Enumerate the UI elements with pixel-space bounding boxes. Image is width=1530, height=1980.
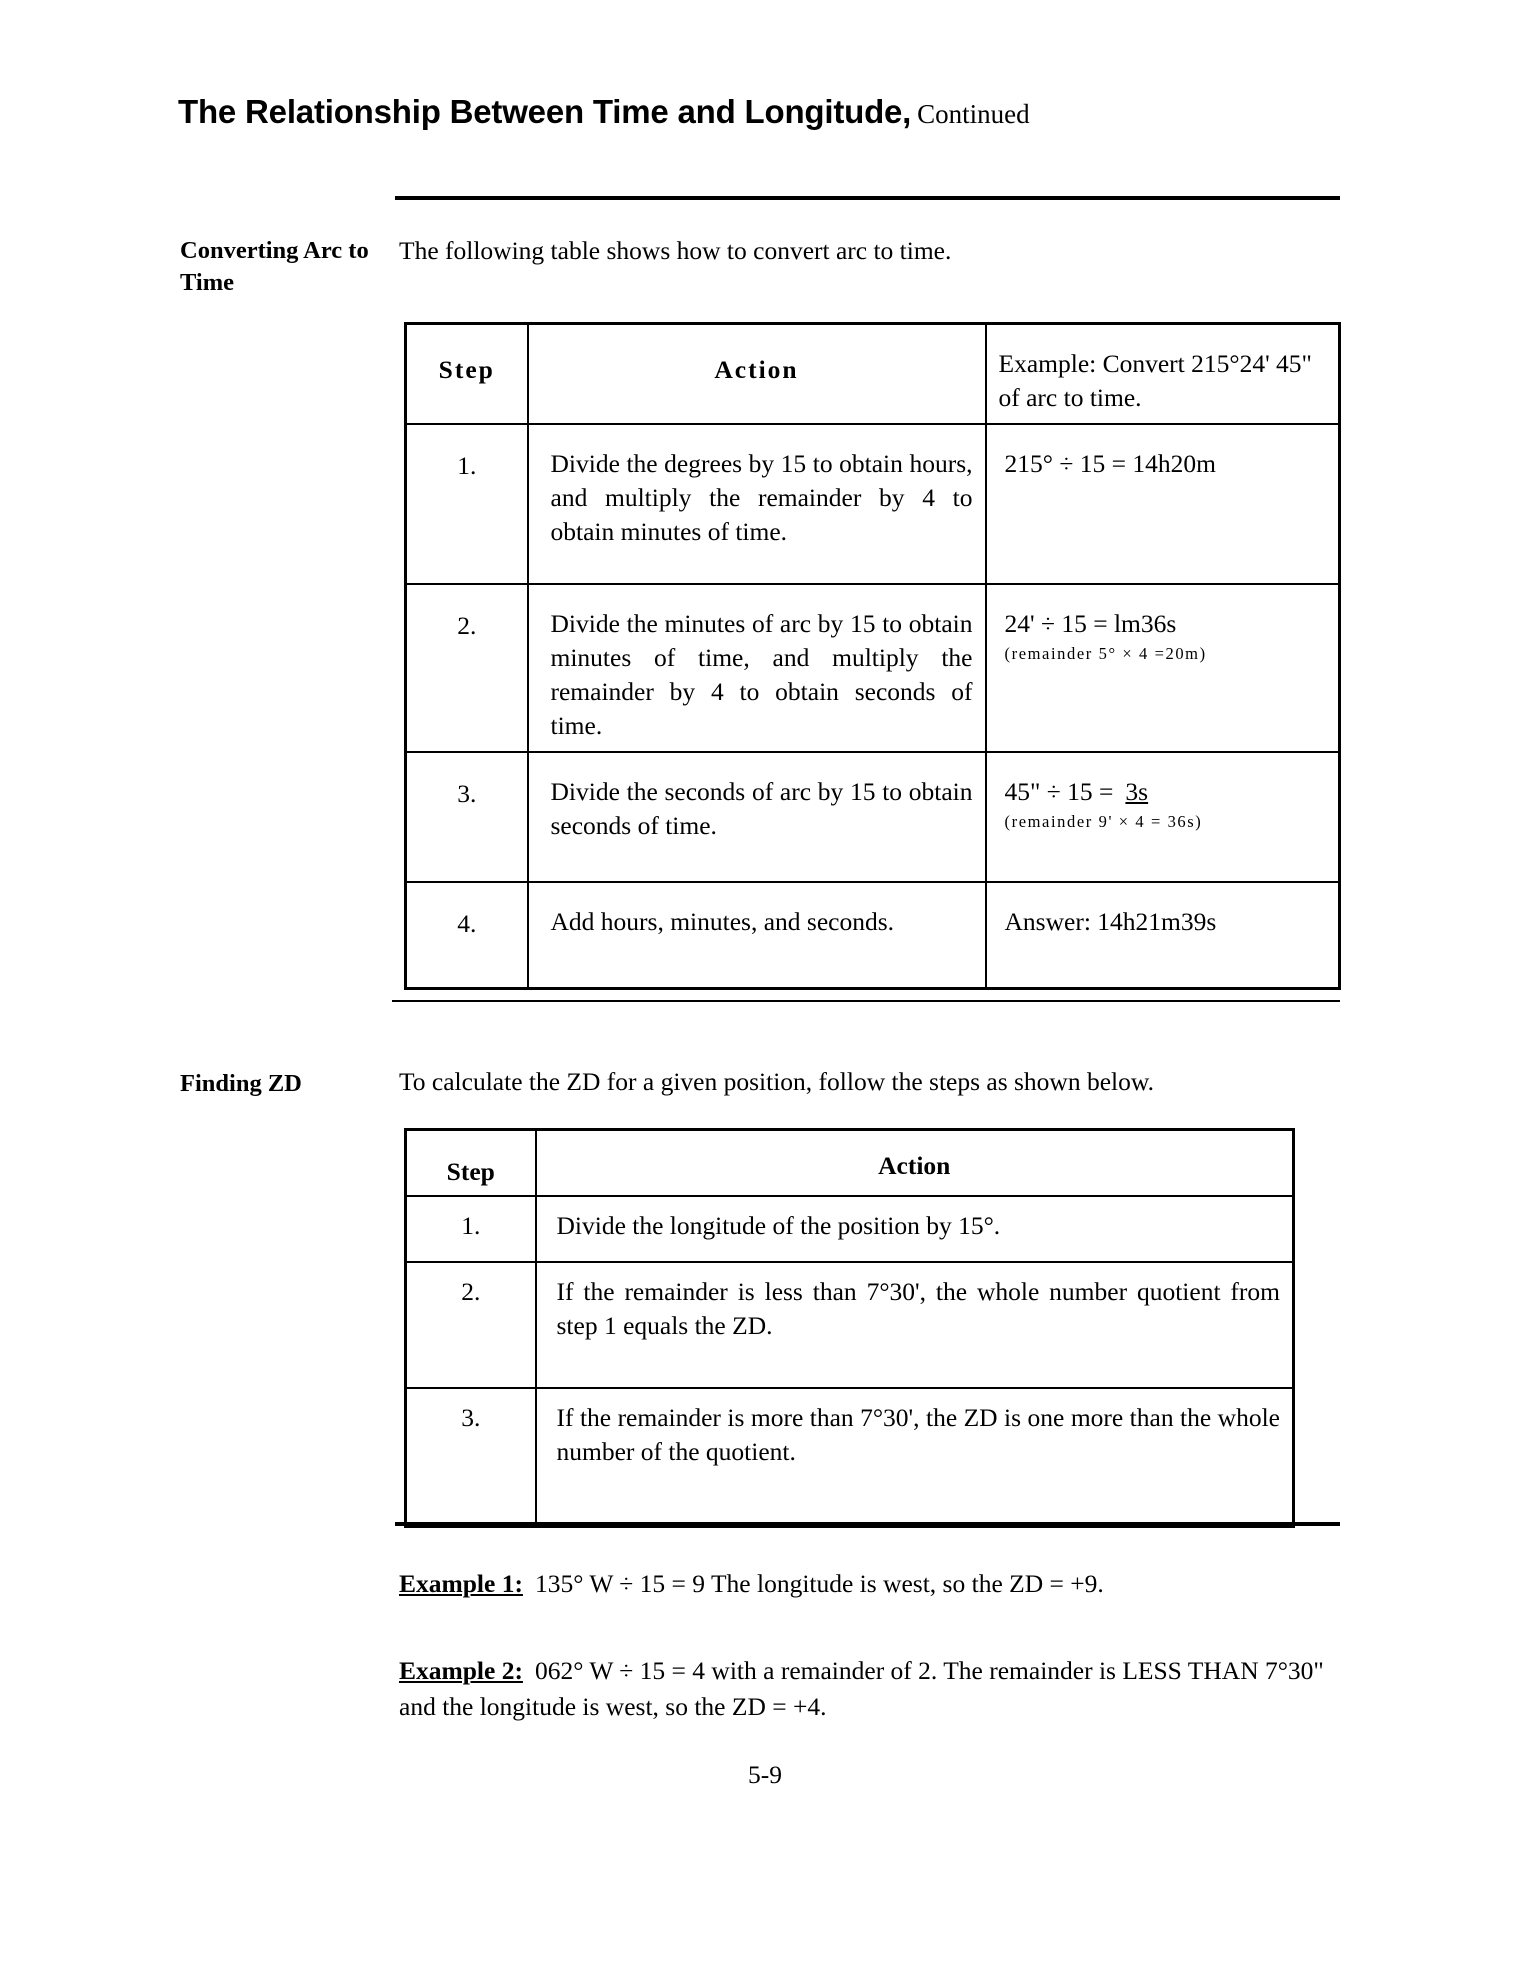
- column-header-action: Action: [536, 1130, 1294, 1197]
- table-finding-zd: [404, 1128, 1295, 1528]
- column-header-step: Step: [406, 1130, 536, 1197]
- section-label-converting-arc-to-time: Converting Arc to Time: [180, 237, 369, 296]
- example-2-label: Example 2:: [399, 1656, 523, 1685]
- table-row: [406, 1196, 1294, 1262]
- example-main: Answer: 14h21m39s: [1004, 907, 1217, 936]
- page-title-continued: Continued: [917, 99, 1030, 129]
- cell-action-text: If the remainder is less than 7°30', the whole number quotient from step 1 equals the ZD.: [536, 1262, 1294, 1388]
- intro-paragraph-converting: The following table shows how to convert arc to time.: [399, 236, 952, 265]
- example-main-answer: 3s: [1125, 777, 1149, 806]
- example-1: [399, 1566, 1329, 1602]
- table-arc-to-time: [404, 322, 1341, 990]
- cell-step-number: 3.: [406, 1388, 536, 1527]
- table-row: [406, 584, 1340, 752]
- rule-top: [395, 196, 1340, 200]
- cell-example-text: [986, 752, 1340, 882]
- section-label-finding-zd: Finding ZD: [180, 1070, 302, 1097]
- cell-action-text: If the remainder is more than 7°30', the ZD is one more than the whole number of the quotient.: [536, 1388, 1294, 1527]
- cell-action-text: Add hours, minutes, and seconds.: [528, 882, 986, 989]
- table-row: [406, 1262, 1294, 1388]
- example-1-text: 135° W ÷ 15 = 9 The longitude is west, so the ZD = +9.: [534, 1569, 1104, 1598]
- cell-action-text: Divide the minutes of arc by 15 to obtain minutes of time, and multiply the remainder by 4 to obtain seconds of time.: [528, 584, 986, 752]
- page-title: [178, 93, 1030, 131]
- column-header-example: Example: Convert 215°24' 45" of arc to time.: [986, 324, 1340, 425]
- example-1-label: Example 1:: [399, 1569, 523, 1598]
- cell-example-text: [986, 882, 1340, 989]
- intro-paragraph-finding-zd: To calculate the ZD for a given position, follow the steps as shown below.: [399, 1067, 1155, 1096]
- cell-example-text: [986, 424, 1340, 584]
- example-remainder-note: (remainder 5° × 4 =20m): [1004, 644, 1207, 663]
- example-main: 215° ÷ 15 = 14h20m: [1004, 449, 1216, 478]
- cell-example-text: [986, 584, 1340, 752]
- table-row: [406, 424, 1340, 584]
- cell-step-number: 1.: [406, 1196, 536, 1262]
- example-2: [399, 1653, 1329, 1725]
- cell-step-number: 2.: [406, 1262, 536, 1388]
- cell-step-number: 2.: [406, 584, 528, 752]
- rule-middle: [392, 1000, 1340, 1002]
- table-header-row: [406, 324, 1340, 425]
- page-title-main: The Relationship Between Time and Longitude,: [178, 93, 912, 130]
- rule-bottom: [395, 1522, 1340, 1526]
- table-row: [406, 1388, 1294, 1527]
- table-header-row: [406, 1130, 1294, 1197]
- page-number: 5-9: [748, 1760, 782, 1789]
- table-row: [406, 882, 1340, 989]
- cell-step-number: 3.: [406, 752, 528, 882]
- table-row: [406, 752, 1340, 882]
- cell-action-text: Divide the degrees by 15 to obtain hours, and multiply the remainder by 4 to obtain minutes of time.: [528, 424, 986, 584]
- column-header-action: Action: [528, 324, 986, 425]
- cell-step-number: 4.: [406, 882, 528, 989]
- cell-step-number: 1.: [406, 424, 528, 584]
- example-main: 24' ÷ 15 = lm36s: [1004, 609, 1177, 638]
- cell-action-text: Divide the seconds of arc by 15 to obtain seconds of time.: [528, 752, 986, 882]
- example-main-prefix: 45" ÷ 15 =: [1004, 777, 1114, 806]
- example-2-text: 062° W ÷ 15 = 4 with a remainder of 2. The remainder is LESS THAN 7°30" and the longitude is west, so the ZD = +4.: [399, 1656, 1324, 1721]
- example-remainder-note: (remainder 9' × 4 = 36s): [1004, 812, 1203, 831]
- column-header-step: Step: [406, 324, 528, 425]
- cell-action-text: Divide the longitude of the position by 15°.: [536, 1196, 1294, 1262]
